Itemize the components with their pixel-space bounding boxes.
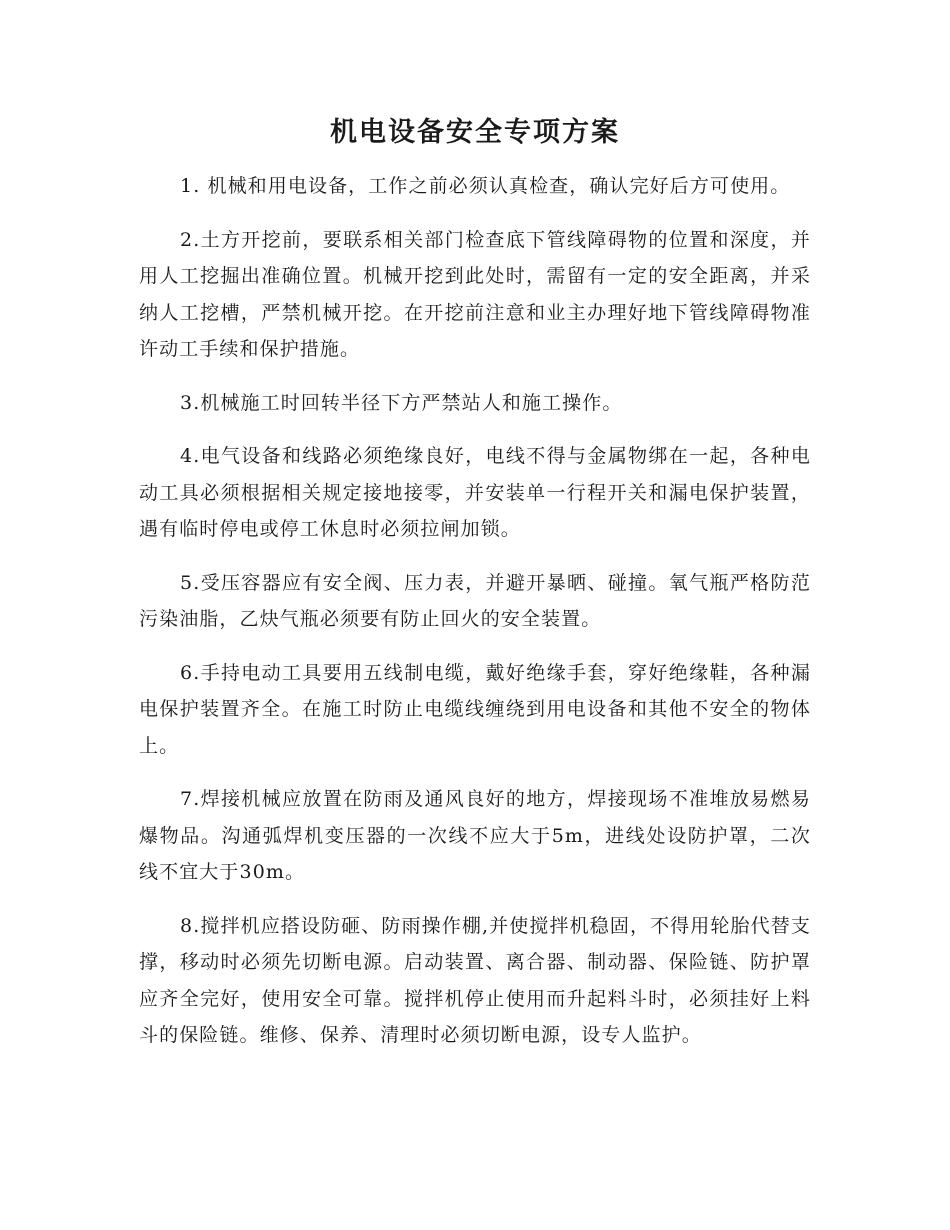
document-title: 机电设备安全专项方案: [330, 117, 620, 148]
paragraph-5: 5.受压容器应有安全阀、压力表，并避开暴晒、碰撞。氧气瓶严格防范污染油脂，乙炔气瓶必须要有防止回火的安全装置。: [139, 571, 811, 630]
paragraph-4: 4.电气设备和线路必须绝缘良好，电线不得与金属物绑在一起，各种电动工具必须根据相关规定接地接零，并安装单一行程开关和漏电保护装置，遇有临时停电或停工休息时必须拉闸加锁。: [139, 445, 811, 540]
paragraph-2: 2.土方开挖前，要联系相关部门检查底下管线障碍物的位置和深度，并用人工挖掘出准确位置。机械开挖到此处时，需留有一定的安全距离，并采纳人工挖槽，严禁机械开挖。在开挖前注意和业主办理好地下管线障碍物准许动工手续和保护措施。: [139, 228, 811, 360]
paragraph-8: 8.搅拌机应搭设防砸、防雨操作棚,并使搅拌机稳固，不得用轮胎代替支撑，移动时必须先切断电源。启动装置、离合器、制动器、保险链、防护罩应齐全完好，使用安全可靠。搅拌机停止使用而升起料斗时，必须挂好上料斗的保险链。维修、保养、清理时必须切断电源，设专人监护。: [139, 914, 811, 1046]
paragraph-7: 7.焊接机械应放置在防雨及通风良好的地方，焊接现场不准堆放易燃易爆物品。沟通弧焊机变压器的一次线不应大于5m，进线处设防护罩，二次线不宜大于30m。: [139, 788, 811, 883]
paragraph-3: 3.机械施工时回转半径下方严禁站人和施工操作。: [180, 391, 623, 414]
paragraph-6: 6.手持电动工具要用五线制电缆，戴好绝缘手套，穿好绝缘鞋，各种漏电保护装置齐全。在施工时防止电缆线缠绕到用电设备和其他不安全的物体上。: [139, 661, 811, 757]
paragraph-1: 1. 机械和用电设备，工作之前必须认真检查，确认完好后方可使用。: [180, 175, 791, 197]
document-body: [139, 168, 811, 1071]
